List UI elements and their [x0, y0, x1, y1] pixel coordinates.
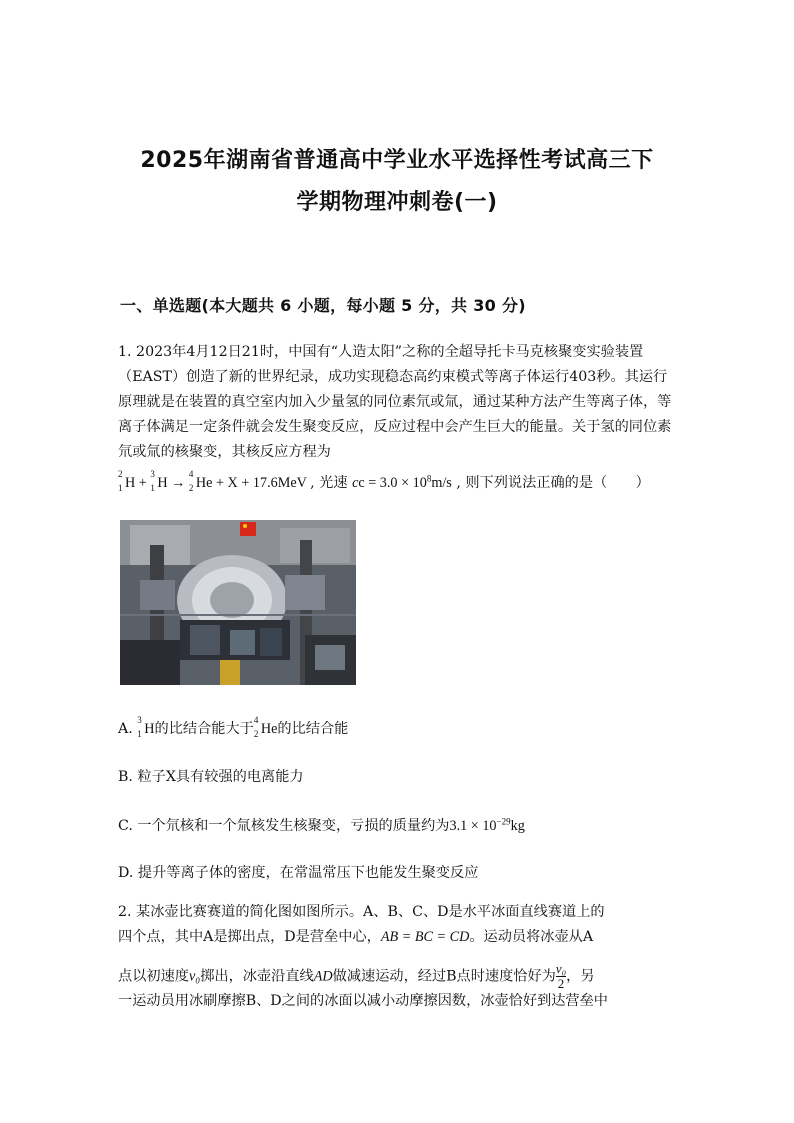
question-2-line-4: 一运动员用冰刷摩擦B、D之间的冰面以减小动摩擦因数，冰壶恰好到达营垒中	[118, 993, 608, 1009]
half-velocity-fraction: $\frac{\text{v₀}}{2}$	[555, 961, 567, 991]
mass-defect-value: $3.1 \times 10^{-29}kg$	[449, 816, 525, 834]
speed-value: cc = $3.0 \times 10^8m/s$	[352, 473, 452, 491]
east-device-illustration	[120, 520, 356, 685]
option-c: C. 一个氘核和一个氚核发生核聚变，亏损的质量约为$3.1 \times 10^{-29}kg$	[118, 816, 525, 834]
question-2-line-2: 四个点，其中A是掷出点，D是营垒中心，AB = BC = CD。运动员将冰壶从A	[118, 929, 594, 945]
option-d: D. 提升等离子体的密度，在常温常压下也能发生聚变反应	[118, 865, 479, 881]
east-device-photo	[120, 520, 356, 685]
question-2-line-1: 2. 某冰壶比赛赛道的简化图如图所示。A、B、C、D是水平冰面直线赛道上的	[118, 904, 605, 920]
initial-velocity: v₀	[188, 968, 201, 985]
option-b: B. 粒子X具有较强的电离能力	[118, 769, 304, 785]
question-1-text: 1. 2023年4月12日21时，中国有“人造太阳”之称的全超导托卡马克核聚变实验装置（EAST）创造了新的世界纪录，成功实现稳态高约束模式等离子体运行403秒。其运行原理就是在装置的真空室内加入少量氢的同位素氘或氚，通过某种方法产生等离子体，等离子体满足一定条件就会发生聚变反应，反应过程中会产生巨大的能量。关于氢的同位素氘或氚的核聚变，其核反应方程为	[118, 344, 672, 460]
speed-label: , 光速	[310, 475, 348, 491]
question-1-equation-line	[118, 469, 650, 493]
question-prompt: , 则下列说法正确的是（ ）	[456, 475, 650, 491]
tritium-symbol: 3 1 H	[137, 715, 155, 739]
title-line-2: 学期物理冲刺卷(一)	[296, 190, 498, 215]
question-2-line-3: 点以初速度v₀掷出，冰壶沿直线AD做减速运动，经过B点时速度恰好为 $\frac{\text{v₀}}{2}$ ，另	[118, 961, 595, 991]
option-a: A. 3 1 H的比结合能大于 4 2 He的比结合能	[118, 715, 349, 739]
section-heading: 一、单选题(本大题共 6 小题，每小题 5 分，共 30 分)	[120, 296, 526, 315]
helium-symbol: 4 2 He	[253, 715, 278, 739]
reaction-equation: 2 1 H + 3 1 H → 4 2 He + X + 17.6MeV	[118, 469, 307, 493]
title-line-1: 2025年湖南省普通高中学业水平选择性考试高三下	[140, 148, 654, 173]
equal-segments: AB = BC = CD	[380, 929, 470, 945]
